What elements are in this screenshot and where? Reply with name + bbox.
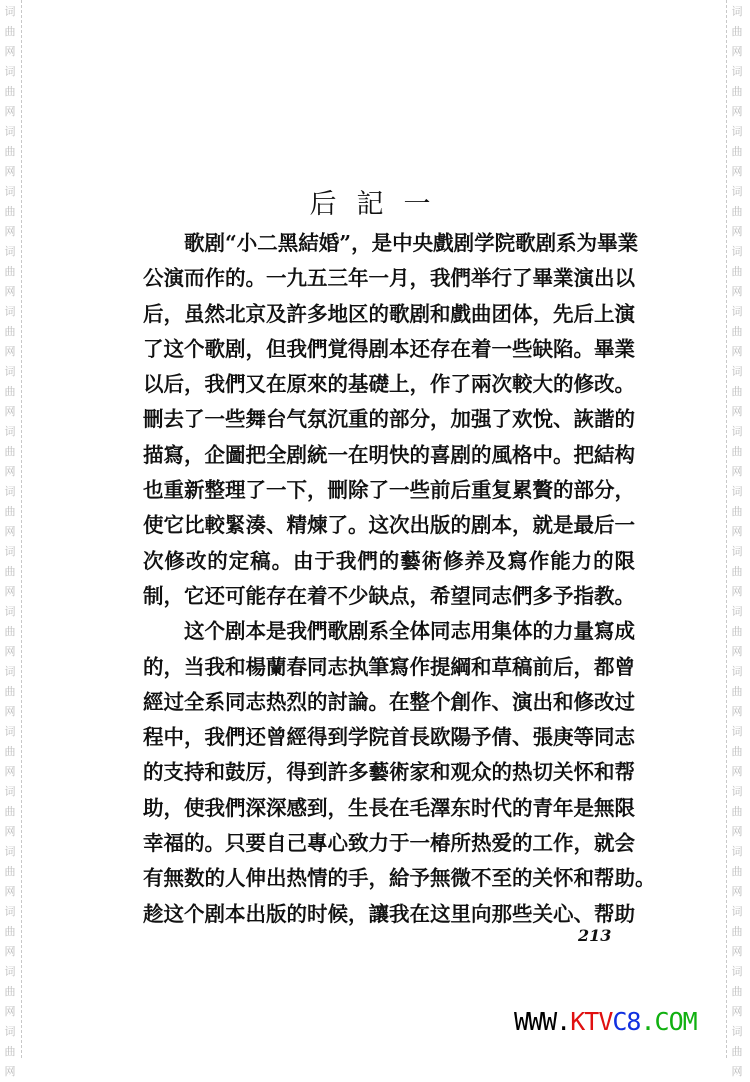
watermark-char: 网	[731, 465, 743, 478]
body-text	[143, 226, 656, 932]
text-line: 以后，我們又在原來的基礎上，作了兩次較大的修改。	[143, 372, 635, 397]
watermark-char: 曲	[4, 385, 16, 398]
text-line: 趁这个剧本出版的时候，讓我在这里向那些关心、帮助	[143, 901, 635, 926]
watermark-char: 曲	[731, 25, 743, 38]
watermark-char: 网	[731, 1005, 743, 1018]
watermark-char: 曲	[4, 205, 16, 218]
watermark-char: 词	[731, 485, 743, 498]
watermark-char: 网	[4, 465, 16, 478]
watermark-char: 网	[4, 885, 16, 898]
watermark-char: 网	[731, 105, 743, 118]
watermark-char: 词	[731, 845, 743, 858]
site-part: C8	[612, 1007, 641, 1036]
text-line: 的，当我和楊蘭春同志执筆寫作提綱和草稿前后，都曾	[143, 654, 635, 679]
watermark-char: 词	[4, 425, 16, 438]
watermark-char: 词	[731, 665, 743, 678]
watermark-char: 曲	[4, 25, 16, 38]
watermark-char: 曲	[731, 925, 743, 938]
page-title: 后記一	[309, 189, 451, 221]
watermark-char: 曲	[731, 505, 743, 518]
watermark-char: 网	[4, 165, 16, 178]
watermark-char: 曲	[731, 265, 743, 278]
watermark-char: 词	[731, 725, 743, 738]
watermark-char: 网	[731, 1065, 743, 1078]
margin-dashed-line	[726, 0, 727, 1058]
watermark-char: 曲	[4, 505, 16, 518]
watermark-char: 词	[4, 1025, 16, 1038]
watermark-char: 网	[731, 645, 743, 658]
text-line: 也重新整理了一下，刪除了一些前后重复累贅的部分，	[143, 478, 635, 503]
watermark-char: 曲	[4, 865, 16, 878]
watermark-char: 曲	[731, 205, 743, 218]
watermark-char: 词	[4, 845, 16, 858]
text-line: 助，使我們深深感到，生長在毛澤东时代的青年是無限	[143, 795, 635, 820]
watermark-char: 曲	[731, 745, 743, 758]
margin-dashed-line	[21, 0, 22, 1058]
text-line: 制，它还可能存在着不少缺点，希望同志們多予指教。	[143, 583, 635, 608]
page-number: 213	[578, 926, 612, 945]
watermark-char: 曲	[731, 565, 743, 578]
watermark-char: 曲	[731, 805, 743, 818]
text-line: 有無数的人伸出热情的手，給予無微不至的关怀和帮助。	[143, 866, 656, 891]
watermark-char: 词	[4, 305, 16, 318]
watermark-char: 网	[731, 585, 743, 598]
watermark-char: 曲	[4, 325, 16, 338]
watermark-char: 网	[4, 525, 16, 538]
watermark-char: 曲	[4, 445, 16, 458]
watermark-char: 曲	[4, 925, 16, 938]
watermark-char: 曲	[731, 625, 743, 638]
watermark-char: 曲	[731, 325, 743, 338]
watermark-char: 曲	[731, 985, 743, 998]
watermark-char: 词	[4, 785, 16, 798]
watermark-char: 词	[731, 965, 743, 978]
text-line: 次修改的定稿。由于我們的藝術修养及寫作能力的限	[143, 548, 635, 573]
watermark-char: 网	[4, 405, 16, 418]
watermark-char: 词	[4, 65, 16, 78]
watermark-char: 网	[731, 945, 743, 958]
watermark-char: 网	[4, 825, 16, 838]
site-watermark	[514, 1007, 697, 1036]
text-line: 幸福的。只要自己專心致力于一椿所热爱的工作，就会	[143, 831, 635, 856]
watermark-char: 网	[731, 345, 743, 358]
text-line: 歌剧“小二黑結婚”，是中央戲剧学院歌剧系为畢業	[184, 231, 639, 255]
watermark-char: 词	[731, 905, 743, 918]
watermark-char: 网	[4, 105, 16, 118]
watermark-char: 词	[731, 425, 743, 438]
watermark-char: 网	[4, 1065, 16, 1078]
watermark-char: 词	[731, 365, 743, 378]
watermark-char: 曲	[731, 385, 743, 398]
site-part: .COM	[640, 1007, 697, 1036]
watermark-char: 网	[731, 885, 743, 898]
watermark-char: 网	[731, 525, 743, 538]
text-line: 描寫，企圖把全剧統一在明快的喜剧的風格中。把結构	[143, 442, 635, 467]
watermark-char: 词	[4, 905, 16, 918]
watermark-char: 网	[4, 705, 16, 718]
watermark-char: 词	[731, 545, 743, 558]
watermark-char: 曲	[4, 145, 16, 158]
watermark-char: 词	[4, 965, 16, 978]
text-line: 了这个歌剧，但我們覚得剧本还存在着一些缺陷。畢業	[143, 336, 635, 361]
text-line: 这个剧本是我們歌剧系全体同志用集体的力量寫成	[184, 619, 635, 644]
watermark-char: 词	[731, 125, 743, 138]
watermark-char: 网	[4, 585, 16, 598]
watermark-char: 词	[731, 5, 743, 18]
text-line: 后，虽然北京及許多地区的歌剧和戲曲团体，先后上演	[143, 301, 635, 326]
watermark-char: 曲	[4, 985, 16, 998]
watermark-char: 网	[4, 345, 16, 358]
watermark-char: 曲	[4, 805, 16, 818]
text-line: 刪去了一些舞台气氛沉重的部分，加强了欢悅、詼諧的	[143, 407, 635, 432]
watermark-char: 网	[731, 705, 743, 718]
text-line: 經过全系同志热烈的討論。在整个創作、演出和修改过	[143, 689, 635, 714]
watermark-char: 词	[4, 5, 16, 18]
site-part: KTV	[570, 1007, 613, 1036]
watermark-char: 曲	[731, 865, 743, 878]
watermark-char: 词	[731, 605, 743, 618]
watermark-char: 词	[731, 305, 743, 318]
watermark-char: 词	[4, 545, 16, 558]
watermark-char: 词	[731, 785, 743, 798]
watermark-char: 网	[731, 165, 743, 178]
watermark-char: 网	[731, 285, 743, 298]
watermark-char: 词	[4, 665, 16, 678]
watermark-char: 曲	[4, 565, 16, 578]
watermark-char: 词	[4, 365, 16, 378]
watermark-char: 词	[4, 725, 16, 738]
site-part: WWW.	[514, 1007, 571, 1036]
watermark-char: 网	[4, 225, 16, 238]
watermark-char: 曲	[4, 685, 16, 698]
watermark-char: 网	[4, 285, 16, 298]
watermark-char: 词	[731, 245, 743, 258]
watermark-char: 曲	[731, 685, 743, 698]
watermark-char: 词	[4, 245, 16, 258]
watermark-char: 曲	[4, 265, 16, 278]
watermark-char: 曲	[731, 445, 743, 458]
watermark-char: 词	[4, 485, 16, 498]
watermark-char: 网	[4, 1005, 16, 1018]
watermark-char: 曲	[731, 1045, 743, 1058]
watermark-char: 网	[4, 45, 16, 58]
watermark-char: 曲	[4, 745, 16, 758]
watermark-char: 网	[4, 645, 16, 658]
watermark-char: 网	[731, 825, 743, 838]
watermark-char: 网	[731, 45, 743, 58]
watermark-char: 曲	[4, 625, 16, 638]
watermark-char: 曲	[731, 145, 743, 158]
watermark-char: 词	[4, 605, 16, 618]
text-line: 公演而作的。一九五三年一月，我們举行了畢業演出以	[143, 266, 635, 291]
watermark-char: 曲	[4, 1045, 16, 1058]
watermark-char: 词	[731, 185, 743, 198]
watermark-char: 网	[731, 765, 743, 778]
watermark-char: 词	[731, 65, 743, 78]
watermark-char: 网	[731, 225, 743, 238]
watermark-char: 网	[731, 405, 743, 418]
text-line: 使它比較緊湊、精煉了。这次出版的剧本，就是最后一	[143, 513, 635, 538]
watermark-char: 曲	[731, 85, 743, 98]
watermark-char: 网	[4, 945, 16, 958]
watermark-char: 词	[4, 125, 16, 138]
watermark-char: 词	[4, 185, 16, 198]
text-line: 程中，我們还曾經得到学院首長欧陽予倩、張庚等同志	[143, 725, 635, 750]
watermark-char: 网	[4, 765, 16, 778]
watermark-char: 曲	[4, 85, 16, 98]
watermark-char: 词	[731, 1025, 743, 1038]
text-line: 的支持和鼓厉，得到許多藝術家和观众的热切关怀和帮	[143, 760, 635, 785]
